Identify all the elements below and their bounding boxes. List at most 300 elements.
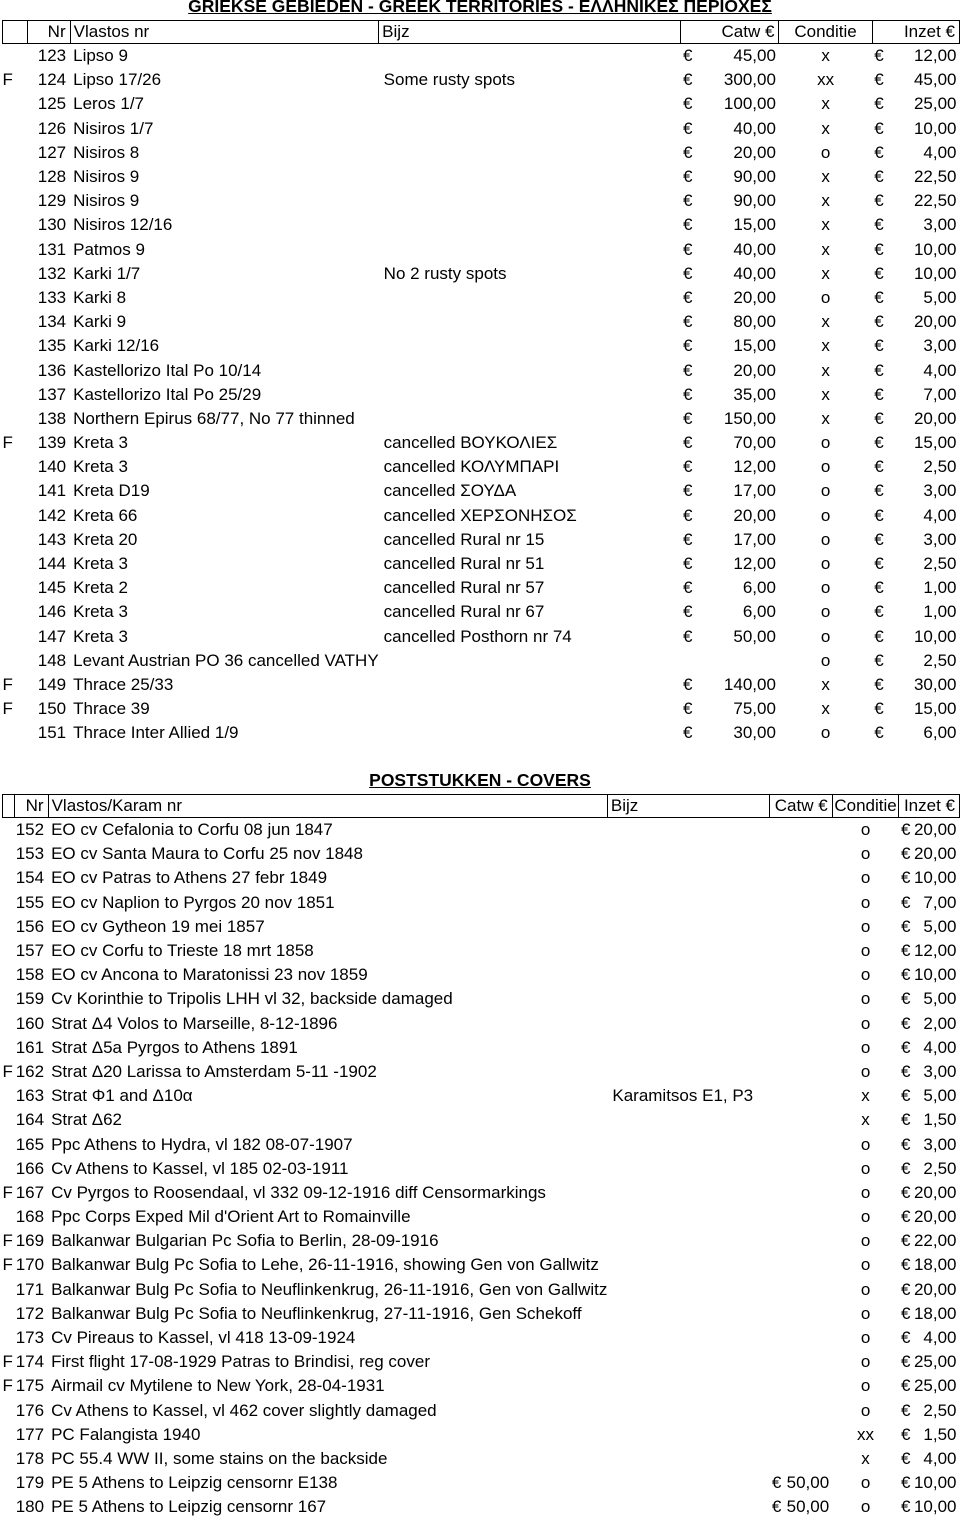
euro-sign: € (874, 263, 884, 283)
row-catw (770, 1060, 832, 1084)
row-inzet-value: 6,00 (923, 723, 957, 743)
row-flag (3, 189, 28, 213)
row-nr: 137 (37, 384, 67, 404)
row-vlastos: EO cv Cefalonia to Corfu 08 jun 1847 (51, 820, 333, 840)
row-inzet (899, 963, 960, 987)
row-bijz: No 2 rusty spots (383, 263, 507, 283)
row-nr: 144 (37, 554, 67, 574)
euro-sign: € (682, 723, 693, 743)
row-flag: F (2, 1255, 13, 1275)
row-flag (3, 552, 28, 576)
row-catw (770, 1278, 832, 1302)
row-catw (770, 1253, 832, 1277)
row-conditie: o (860, 941, 871, 961)
row-inzet-value: 2,50 (923, 650, 957, 670)
euro-sign: € (874, 408, 884, 428)
row-catw-value: 70,00 (733, 433, 776, 453)
euro-sign: € (900, 1376, 911, 1396)
row-inzet (899, 1012, 960, 1036)
table-row (3, 310, 960, 334)
row-conditie: o (860, 1134, 871, 1154)
row-bijz (607, 1181, 770, 1205)
row-bijz (607, 1108, 770, 1132)
row-flag (3, 915, 15, 939)
row-inzet-wrap (899, 964, 960, 986)
row-flag (3, 1108, 15, 1132)
table-row (3, 891, 960, 915)
row-catw (681, 189, 779, 213)
row-catw-value: 35,00 (733, 384, 776, 404)
row-bijz (379, 673, 681, 697)
row-inzet (872, 238, 959, 262)
row-inzet-value: 12,00 (913, 46, 957, 66)
row-flag (3, 939, 15, 963)
row-bijz (379, 189, 681, 213)
row-nr: 173 (15, 1328, 45, 1348)
row-flag (3, 383, 28, 407)
euro-sign: € (874, 554, 884, 574)
row-bijz: cancelled ΧΕΡΣΟΝΗΣΟΣ (383, 505, 577, 525)
row-flag: F (2, 1352, 13, 1372)
row-inzet-value: 22,00 (913, 1231, 957, 1251)
row-catw (681, 213, 779, 237)
row-flag (3, 1205, 15, 1229)
row-catw (681, 286, 779, 310)
row-flag (3, 1423, 15, 1447)
row-inzet-value: 4,00 (923, 1328, 957, 1348)
row-catw (681, 310, 779, 334)
row-inzet (872, 721, 959, 745)
row-conditie: o (860, 989, 871, 1009)
row-inzet (899, 1084, 960, 1108)
row-flag (3, 1012, 15, 1036)
row-bijz: cancelled ΣΟΥΔΑ (383, 481, 517, 501)
table-row (3, 238, 960, 262)
row-vlastos: Levant Austrian PO 36 cancelled VATHY (73, 650, 379, 670)
table-row (3, 1495, 960, 1519)
row-catw-wrap (681, 69, 779, 91)
row-inzet-wrap (872, 432, 959, 454)
row-catw (770, 1181, 832, 1205)
row-inzet-value: 45,00 (913, 70, 957, 90)
header-inzet: Inzet € (899, 795, 960, 818)
row-inzet (872, 407, 959, 431)
euro-sign: € (900, 916, 911, 936)
row-inzet-value: 20,00 (913, 1182, 957, 1202)
row-catw (770, 939, 832, 963)
row-catw-value: 6,00 (742, 602, 776, 622)
row-flag (3, 1471, 15, 1495)
euro-sign: € (874, 118, 884, 138)
row-nr: 178 (15, 1448, 45, 1468)
row-flag (3, 1132, 15, 1156)
row-flag: F (2, 699, 13, 719)
table-row (3, 1060, 960, 1084)
row-conditie: x (861, 1086, 870, 1106)
row-inzet-value: 7,00 (923, 892, 957, 912)
row-nr: 152 (15, 820, 45, 840)
row-catw (681, 92, 779, 116)
row-inzet-wrap (872, 166, 959, 188)
row-catw-wrap (681, 142, 779, 164)
row-inzet-wrap (872, 408, 959, 430)
row-bijz: cancelled Rural nr 51 (383, 554, 545, 574)
row-catw-value: 15,00 (733, 215, 776, 235)
row-inzet-value: 22,50 (913, 191, 957, 211)
row-catw (770, 1132, 832, 1156)
row-vlastos: Kreta 66 (73, 505, 138, 525)
euro-sign: € (874, 699, 884, 719)
row-inzet (872, 117, 959, 141)
row-inzet (872, 44, 959, 69)
row-catw (770, 1229, 832, 1253)
row-vlastos: PE 5 Athens to Leipzig censornr E138 (51, 1473, 338, 1493)
row-inzet (872, 92, 959, 116)
row-nr: 161 (15, 1037, 45, 1057)
row-catw (770, 1471, 832, 1495)
header-conditie: Conditie (832, 795, 899, 818)
row-catw (770, 1495, 832, 1519)
row-inzet (872, 334, 959, 358)
row-inzet (872, 286, 959, 310)
row-catw (681, 358, 779, 382)
row-vlastos: Kreta 3 (73, 626, 128, 646)
row-flag (3, 600, 28, 624)
row-inzet (899, 1350, 960, 1374)
row-inzet-wrap (872, 553, 959, 575)
row-conditie: o (860, 1207, 871, 1227)
row-inzet-wrap (872, 722, 959, 744)
row-flag: F (2, 433, 13, 453)
row-bijz (379, 213, 681, 237)
row-vlastos: EO cv Gytheon 19 mei 1857 (51, 916, 265, 936)
table-row (3, 818, 960, 843)
row-catw (681, 44, 779, 69)
row-inzet (872, 455, 959, 479)
row-catw-wrap (681, 263, 779, 285)
row-bijz (379, 165, 681, 189)
table-row (3, 68, 960, 92)
euro-sign: € (900, 1182, 911, 1202)
row-catw-value: 90,00 (733, 191, 776, 211)
row-catw-value: 40,00 (733, 118, 776, 138)
row-inzet (899, 915, 960, 939)
table-row (3, 213, 960, 237)
table-row (3, 1447, 960, 1471)
header-flag (3, 795, 15, 818)
euro-sign: € (682, 554, 693, 574)
row-inzet-wrap (899, 1158, 960, 1180)
row-conditie: o (860, 1400, 871, 1420)
row-inzet-value: 20,00 (913, 820, 957, 840)
table-row (3, 407, 960, 431)
table-row (3, 576, 960, 600)
row-nr: 151 (37, 723, 67, 743)
row-vlastos: Cv Athens to Kassel, vl 462 cover slightly damaged (51, 1400, 437, 1420)
row-inzet (899, 939, 960, 963)
row-catw-wrap (681, 360, 779, 382)
row-catw-value: 12,00 (733, 457, 776, 477)
row-vlastos: PC 55.4 WW II, some stains on the backside (51, 1448, 388, 1468)
row-flag (3, 842, 15, 866)
table-row (3, 44, 960, 69)
row-inzet-value: 25,00 (913, 94, 957, 114)
row-catw (770, 1012, 832, 1036)
row-catw (681, 552, 779, 576)
euro-sign: € (900, 892, 911, 912)
euro-sign: € (682, 505, 693, 525)
row-inzet-wrap (872, 45, 959, 67)
row-inzet (899, 1278, 960, 1302)
row-inzet (899, 1447, 960, 1471)
row-catw-value: 20,00 (733, 287, 776, 307)
row-bijz (607, 1132, 770, 1156)
euro-sign: € (900, 1134, 911, 1154)
row-nr: 160 (15, 1013, 45, 1033)
row-inzet-wrap (899, 1279, 960, 1301)
row-nr: 179 (15, 1473, 45, 1493)
table-row (3, 963, 960, 987)
table-row (3, 1423, 960, 1447)
row-vlastos: Balkanwar Bulg Pc Sofia to Lehe, 26-11-1916, showing Gen von Gallwitz (51, 1255, 599, 1275)
row-nr: 177 (15, 1424, 45, 1444)
row-catw (681, 407, 779, 431)
row-conditie: o (860, 844, 871, 864)
row-inzet-value: 10,00 (913, 1497, 957, 1517)
row-bijz: cancelled ΒΟΥΚΟΛΙΕΣ (383, 433, 558, 453)
row-vlastos: Kreta 3 (73, 602, 128, 622)
row-catw-wrap (681, 93, 779, 115)
row-vlastos: Ppc Athens to Hydra, vl 182 08-07-1907 (51, 1134, 353, 1154)
row-catw-wrap (681, 456, 779, 478)
row-inzet-value: 4,00 (923, 142, 957, 162)
table-covers (2, 794, 960, 1519)
table-row (3, 165, 960, 189)
row-nr: 150 (37, 699, 67, 719)
row-catw-wrap (681, 505, 779, 527)
row-catw-value: 50,00 (786, 1473, 830, 1493)
row-flag (3, 1399, 15, 1423)
row-catw-wrap (681, 601, 779, 623)
table-row (3, 262, 960, 286)
row-vlastos: Strat Δ4 Volos to Marseille, 8-12-1896 (51, 1013, 338, 1033)
row-bijz: cancelled Rural nr 15 (383, 529, 545, 549)
row-inzet-wrap (872, 674, 959, 696)
row-catw-wrap (681, 190, 779, 212)
row-flag (3, 92, 28, 116)
row-catw-value: 20,00 (733, 142, 776, 162)
row-inzet-wrap (872, 505, 959, 527)
row-catw-value: 40,00 (733, 263, 776, 283)
row-bijz (379, 721, 681, 745)
row-inzet-value: 5,00 (923, 1086, 957, 1106)
row-vlastos: EO cv Corfu to Trieste 18 mrt 1858 (51, 941, 314, 961)
row-catw (681, 117, 779, 141)
row-nr: 168 (15, 1207, 45, 1227)
row-catw (770, 818, 832, 843)
row-inzet-wrap (899, 1037, 960, 1059)
euro-sign: € (900, 1231, 911, 1251)
row-bijz (379, 649, 681, 673)
row-bijz (379, 92, 681, 116)
header-row (3, 795, 960, 818)
euro-sign: € (900, 1424, 911, 1444)
row-catw (681, 141, 779, 165)
euro-sign: € (682, 457, 693, 477)
row-conditie: o (860, 1497, 871, 1517)
row-inzet (899, 1060, 960, 1084)
row-inzet (899, 1399, 960, 1423)
header-nr: Nr (15, 795, 49, 818)
row-inzet (899, 1374, 960, 1398)
row-vlastos: Karki 9 (73, 312, 127, 332)
row-nr: 176 (15, 1400, 45, 1420)
row-conditie: o (820, 457, 831, 477)
row-conditie: o (820, 626, 831, 646)
row-vlastos: Thrace Inter Allied 1/9 (73, 723, 239, 743)
row-inzet-value: 15,00 (913, 699, 957, 719)
euro-sign: € (874, 602, 884, 622)
row-conditie: o (860, 1303, 871, 1323)
row-inzet (899, 1181, 960, 1205)
row-vlastos: Karki 12/16 (73, 336, 160, 356)
row-catw (681, 576, 779, 600)
row-nr: 153 (15, 844, 45, 864)
row-inzet-value: 1,00 (923, 602, 957, 622)
row-vlastos: Cv Athens to Kassel, vl 185 02-03-1911 (51, 1158, 349, 1178)
row-catw-wrap (681, 432, 779, 454)
row-catw (770, 1036, 832, 1060)
row-inzet-value: 20,00 (913, 312, 957, 332)
row-conditie: o (820, 554, 831, 574)
row-catw-wrap (681, 698, 779, 720)
row-catw-wrap (681, 626, 779, 648)
row-conditie: o (860, 916, 871, 936)
row-bijz (607, 1060, 770, 1084)
row-catw (770, 1157, 832, 1181)
row-vlastos: Kreta 20 (73, 529, 138, 549)
row-vlastos: Airmail cv Mytilene to New York, 28-04-1931 (51, 1376, 385, 1396)
table-row (3, 1350, 960, 1374)
row-bijz (607, 1012, 770, 1036)
row-inzet-value: 12,00 (913, 941, 957, 961)
row-flag (3, 528, 28, 552)
euro-sign: € (874, 94, 884, 114)
row-nr: 158 (15, 965, 45, 985)
row-catw (770, 866, 832, 890)
row-conditie: o (860, 1328, 871, 1348)
table-row (3, 866, 960, 890)
row-catw (681, 262, 779, 286)
row-flag (3, 213, 28, 237)
row-inzet (872, 576, 959, 600)
row-bijz (607, 891, 770, 915)
table-row (3, 334, 960, 358)
row-vlastos: Nisiros 8 (73, 142, 140, 162)
row-catw (681, 383, 779, 407)
header-vlastos: Vlastos/Karam nr (48, 795, 607, 818)
row-nr: 174 (15, 1352, 45, 1372)
row-catw-wrap (681, 166, 779, 188)
euro-sign: € (682, 433, 693, 453)
row-inzet-wrap (872, 287, 959, 309)
row-inzet-value: 4,00 (923, 1037, 957, 1057)
row-flag (3, 455, 28, 479)
row-inzet-wrap (899, 1254, 960, 1276)
euro-sign: € (682, 602, 693, 622)
row-inzet (872, 383, 959, 407)
header-conditie: Conditie (779, 21, 872, 44)
euro-sign: € (682, 360, 693, 380)
row-inzet (872, 504, 959, 528)
row-inzet-value: 10,00 (913, 239, 957, 259)
row-catw (770, 963, 832, 987)
row-inzet (872, 189, 959, 213)
row-catw (770, 891, 832, 915)
row-vlastos: Kreta 2 (73, 578, 128, 598)
row-conditie: x (821, 239, 830, 259)
row-catw-wrap (681, 480, 779, 502)
row-conditie: o (860, 892, 871, 912)
row-inzet-wrap (872, 239, 959, 261)
row-nr: 180 (15, 1497, 45, 1517)
row-bijz (607, 1326, 770, 1350)
table-row (3, 842, 960, 866)
row-conditie: x (821, 674, 830, 694)
row-inzet-value: 2,50 (923, 1400, 957, 1420)
row-inzet-value: 30,00 (913, 674, 957, 694)
row-inzet (899, 1326, 960, 1350)
euro-sign: € (900, 989, 911, 1009)
row-flag (3, 1495, 15, 1519)
row-vlastos: Patmos 9 (73, 239, 145, 259)
row-inzet-value: 22,50 (913, 167, 957, 187)
euro-sign: € (874, 723, 884, 743)
row-catw (681, 479, 779, 503)
euro-sign: € (682, 699, 693, 719)
row-flag (3, 141, 28, 165)
row-nr: 129 (37, 191, 67, 211)
row-inzet-wrap (872, 384, 959, 406)
row-inzet (899, 1108, 960, 1132)
row-inzet-value: 25,00 (913, 1376, 957, 1396)
row-vlastos: Nisiros 12/16 (73, 215, 173, 235)
row-flag (3, 1447, 15, 1471)
row-nr: 149 (37, 674, 67, 694)
euro-sign: € (682, 384, 693, 404)
row-catw-value: 12,00 (733, 554, 776, 574)
row-catw-value: 150,00 (723, 408, 776, 428)
row-nr: 138 (37, 408, 67, 428)
euro-sign: € (682, 118, 693, 138)
row-bijz (379, 407, 681, 431)
row-conditie: x (821, 336, 830, 356)
row-bijz (607, 818, 770, 843)
row-inzet (899, 987, 960, 1011)
row-inzet-value: 15,00 (913, 433, 957, 453)
row-conditie: o (860, 820, 871, 840)
row-inzet-wrap (899, 1351, 960, 1373)
euro-sign: € (900, 1448, 911, 1468)
row-conditie: x (821, 191, 830, 211)
row-bijz (379, 310, 681, 334)
row-inzet-value: 1,50 (923, 1424, 957, 1444)
row-inzet (872, 431, 959, 455)
row-catw (681, 721, 779, 745)
row-inzet (899, 1229, 960, 1253)
row-nr: 157 (15, 941, 45, 961)
row-bijz: cancelled Posthorn nr 74 (383, 626, 572, 646)
